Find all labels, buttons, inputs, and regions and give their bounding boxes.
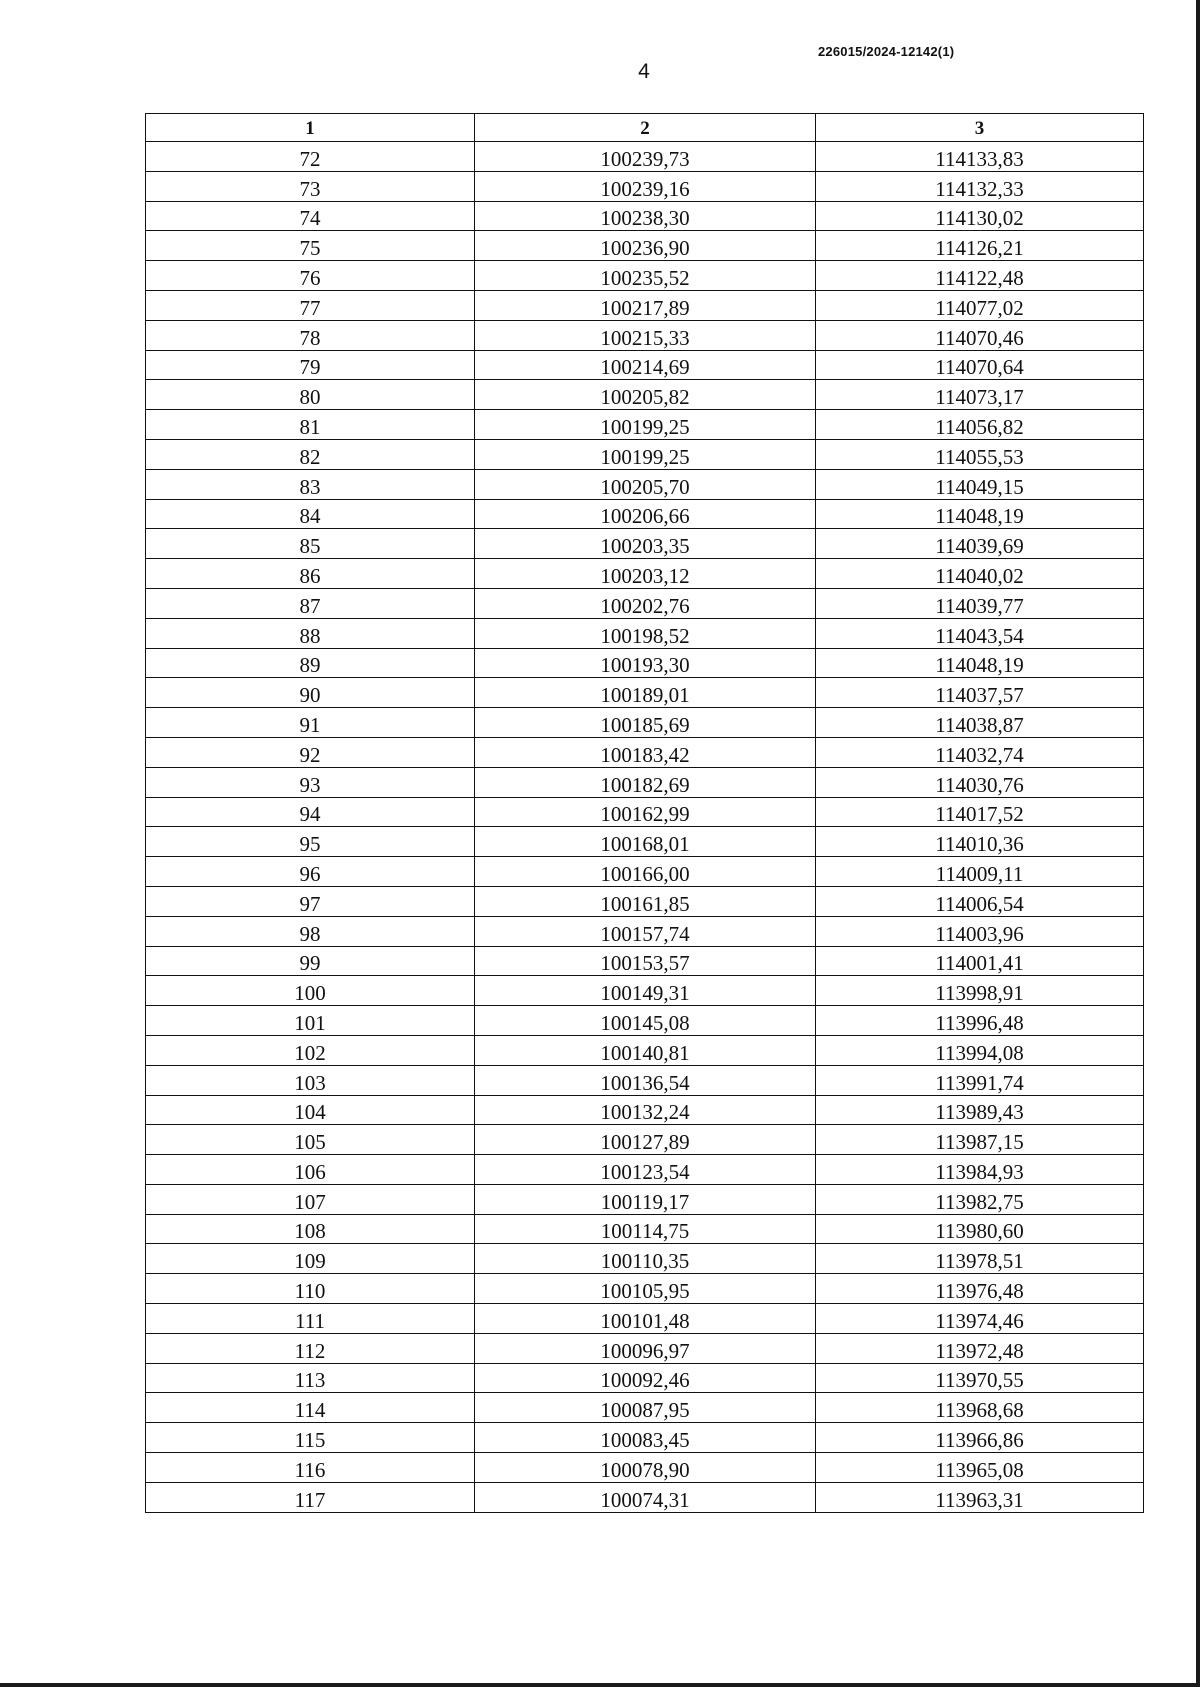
coordinate-x-cell: 100110,35 [475,1244,816,1274]
coordinate-y-cell: 114006,54 [816,886,1144,916]
table-row [146,588,1144,618]
coordinate-x-cell: 100215,33 [475,320,816,350]
point-number-cell: 110 [146,1274,475,1304]
coordinate-y-cell: 114001,41 [816,946,1144,976]
coordinate-y-cell: 114055,53 [816,439,1144,469]
coordinate-x-cell: 100183,42 [475,737,816,767]
point-number-cell: 94 [146,797,475,827]
column-header-2: 2 [475,114,816,142]
point-number-cell: 77 [146,290,475,320]
coordinate-x-cell: 100114,75 [475,1214,816,1244]
coordinate-x-cell: 100162,99 [475,797,816,827]
point-number-cell: 98 [146,916,475,946]
point-number-cell: 109 [146,1244,475,1274]
table-row [146,976,1144,1006]
table-row [146,469,1144,499]
coordinate-y-cell: 114048,19 [816,648,1144,678]
table-row [146,1393,1144,1423]
coordinate-y-cell: 113966,86 [816,1423,1144,1453]
point-number-cell: 85 [146,529,475,559]
coordinate-y-cell: 113989,43 [816,1095,1144,1125]
point-number-cell: 113 [146,1363,475,1393]
table-row [146,678,1144,708]
point-number-cell: 105 [146,1125,475,1155]
coordinate-x-cell: 100132,24 [475,1095,816,1125]
coordinate-y-cell: 114030,76 [816,767,1144,797]
coordinate-x-cell: 100083,45 [475,1423,816,1453]
coordinate-x-cell: 100205,70 [475,469,816,499]
table-row [146,1363,1144,1393]
table-row [146,529,1144,559]
coordinate-y-cell: 113996,48 [816,1006,1144,1036]
column-header-3: 3 [816,114,1144,142]
coordinate-x-cell: 100214,69 [475,350,816,380]
table-row [146,1304,1144,1334]
coordinate-y-cell: 114133,83 [816,142,1144,172]
point-number-cell: 90 [146,678,475,708]
table-row [146,1423,1144,1453]
coordinate-y-cell: 114009,11 [816,857,1144,887]
coordinate-y-cell: 113965,08 [816,1453,1144,1483]
coordinate-y-cell: 113991,74 [816,1065,1144,1095]
coordinate-x-cell: 100105,95 [475,1274,816,1304]
coordinate-y-cell: 114010,36 [816,827,1144,857]
point-number-cell: 102 [146,1035,475,1065]
coordinate-x-cell: 100078,90 [475,1453,816,1483]
coordinate-x-cell: 100206,66 [475,499,816,529]
point-number-cell: 83 [146,469,475,499]
coordinate-y-cell: 113976,48 [816,1274,1144,1304]
coordinate-x-cell: 100235,52 [475,261,816,291]
table-row [146,737,1144,767]
point-number-cell: 92 [146,737,475,767]
point-number-cell: 93 [146,767,475,797]
coordinate-y-cell: 114003,96 [816,916,1144,946]
coordinate-y-cell: 114032,74 [816,737,1144,767]
table-row [146,916,1144,946]
point-number-cell: 84 [146,499,475,529]
document-reference: 226015/2024-12142(1) [818,44,955,59]
coordinate-y-cell: 113980,60 [816,1214,1144,1244]
coordinate-y-cell: 114077,02 [816,290,1144,320]
point-number-cell: 99 [146,946,475,976]
coordinate-y-cell: 113972,48 [816,1333,1144,1363]
coordinate-x-cell: 100074,31 [475,1482,816,1512]
coordinate-y-cell: 113984,93 [816,1155,1144,1185]
coordinate-y-cell: 113987,15 [816,1125,1144,1155]
coordinate-y-cell: 114039,69 [816,529,1144,559]
coordinate-y-cell: 114043,54 [816,618,1144,648]
coordinate-y-cell: 114038,87 [816,708,1144,738]
point-number-cell: 81 [146,410,475,440]
table-row [146,1184,1144,1214]
coordinate-x-cell: 100168,01 [475,827,816,857]
table-row [146,648,1144,678]
table-row [146,1244,1144,1274]
coordinate-x-cell: 100127,89 [475,1125,816,1155]
coordinate-x-cell: 100199,25 [475,439,816,469]
coordinate-y-cell: 114126,21 [816,231,1144,261]
point-number-cell: 108 [146,1214,475,1244]
coordinate-x-cell: 100199,25 [475,410,816,440]
point-number-cell: 88 [146,618,475,648]
point-number-cell: 91 [146,708,475,738]
coordinate-x-cell: 100140,81 [475,1035,816,1065]
coordinate-x-cell: 100238,30 [475,201,816,231]
table-row [146,261,1144,291]
coordinate-x-cell: 100149,31 [475,976,816,1006]
coordinate-x-cell: 100092,46 [475,1363,816,1393]
coordinate-y-cell: 114017,52 [816,797,1144,827]
coordinate-x-cell: 100161,85 [475,886,816,916]
point-number-cell: 72 [146,142,475,172]
table-row [146,1453,1144,1483]
table-row [146,1006,1144,1036]
coordinate-y-cell: 114049,15 [816,469,1144,499]
table-row [146,1482,1144,1512]
table-row [146,1065,1144,1095]
coordinate-x-cell: 100119,17 [475,1184,816,1214]
table-row [146,618,1144,648]
coordinate-x-cell: 100182,69 [475,767,816,797]
coordinate-x-cell: 100136,54 [475,1065,816,1095]
table-row [146,1214,1144,1244]
coordinate-x-cell: 100087,95 [475,1393,816,1423]
table-row [146,767,1144,797]
coordinate-x-cell: 100198,52 [475,618,816,648]
coordinate-x-cell: 100096,97 [475,1333,816,1363]
coordinate-y-cell: 114039,77 [816,588,1144,618]
table-row [146,886,1144,916]
point-number-cell: 95 [146,827,475,857]
point-number-cell: 107 [146,1184,475,1214]
table-row [146,857,1144,887]
coordinate-y-cell: 114048,19 [816,499,1144,529]
table-row [146,1095,1144,1125]
point-number-cell: 78 [146,320,475,350]
coordinate-y-cell: 114037,57 [816,678,1144,708]
table-row [146,201,1144,231]
table-row [146,439,1144,469]
coordinate-y-cell: 114070,64 [816,350,1144,380]
point-number-cell: 117 [146,1482,475,1512]
coordinate-y-cell: 113998,91 [816,976,1144,1006]
table-row [146,290,1144,320]
point-number-cell: 75 [146,231,475,261]
page-number: 4 [638,60,650,83]
table-row [146,499,1144,529]
point-number-cell: 87 [146,588,475,618]
coordinate-x-cell: 100185,69 [475,708,816,738]
point-number-cell: 112 [146,1333,475,1363]
point-number-cell: 106 [146,1155,475,1185]
coordinate-x-cell: 100217,89 [475,290,816,320]
coordinate-y-cell: 113968,68 [816,1393,1144,1423]
scan-edge-right [1196,0,1200,1687]
point-number-cell: 111 [146,1304,475,1334]
coordinate-y-cell: 114122,48 [816,261,1144,291]
coordinate-x-cell: 100157,74 [475,916,816,946]
point-number-cell: 82 [146,439,475,469]
coordinate-y-cell: 113982,75 [816,1184,1144,1214]
point-number-cell: 89 [146,648,475,678]
coordinate-x-cell: 100205,82 [475,380,816,410]
coordinate-x-cell: 100166,00 [475,857,816,887]
table-row [146,410,1144,440]
coordinate-y-cell: 114130,02 [816,201,1144,231]
coordinate-x-cell: 100202,76 [475,588,816,618]
point-number-cell: 116 [146,1453,475,1483]
coordinate-x-cell: 100239,16 [475,171,816,201]
coordinate-y-cell: 113963,31 [816,1482,1144,1512]
table-row [146,142,1144,172]
coordinate-x-cell: 100101,48 [475,1304,816,1334]
table-row [146,350,1144,380]
table-row [146,231,1144,261]
column-header-1: 1 [146,114,475,142]
point-number-cell: 100 [146,976,475,1006]
coordinate-x-cell: 100145,08 [475,1006,816,1036]
point-number-cell: 114 [146,1393,475,1423]
table-row [146,320,1144,350]
table-row [146,559,1144,589]
point-number-cell: 80 [146,380,475,410]
scan-edge-bottom [0,1683,1200,1687]
table-row [146,827,1144,857]
point-number-cell: 115 [146,1423,475,1453]
table-row [146,380,1144,410]
point-number-cell: 103 [146,1065,475,1095]
coordinate-y-cell: 113978,51 [816,1244,1144,1274]
coordinate-x-cell: 100189,01 [475,678,816,708]
point-number-cell: 101 [146,1006,475,1036]
coordinate-y-cell: 114056,82 [816,410,1144,440]
coordinate-x-cell: 100123,54 [475,1155,816,1185]
point-number-cell: 97 [146,886,475,916]
table-row [146,946,1144,976]
point-number-cell: 74 [146,201,475,231]
point-number-cell: 86 [146,559,475,589]
coordinate-x-cell: 100153,57 [475,946,816,976]
point-number-cell: 76 [146,261,475,291]
coordinate-y-cell: 114132,33 [816,171,1144,201]
table-row [146,1274,1144,1304]
point-number-cell: 73 [146,171,475,201]
table-row [146,171,1144,201]
point-number-cell: 104 [146,1095,475,1125]
table-row [146,1333,1144,1363]
point-number-cell: 96 [146,857,475,887]
coordinate-x-cell: 100236,90 [475,231,816,261]
coordinate-x-cell: 100203,35 [475,529,816,559]
coordinate-y-cell: 113974,46 [816,1304,1144,1334]
table-header-row [146,114,1144,142]
table-body [146,142,1144,1513]
coordinates-table [145,113,1144,1513]
coordinate-y-cell: 113970,55 [816,1363,1144,1393]
coordinate-y-cell: 114070,46 [816,320,1144,350]
table-row [146,1155,1144,1185]
coordinate-x-cell: 100239,73 [475,142,816,172]
table-row [146,708,1144,738]
coordinate-y-cell: 113994,08 [816,1035,1144,1065]
coordinate-y-cell: 114040,02 [816,559,1144,589]
table-row [146,797,1144,827]
point-number-cell: 79 [146,350,475,380]
table-row [146,1035,1144,1065]
coordinate-y-cell: 114073,17 [816,380,1144,410]
table-row [146,1125,1144,1155]
coordinate-x-cell: 100193,30 [475,648,816,678]
coordinate-x-cell: 100203,12 [475,559,816,589]
